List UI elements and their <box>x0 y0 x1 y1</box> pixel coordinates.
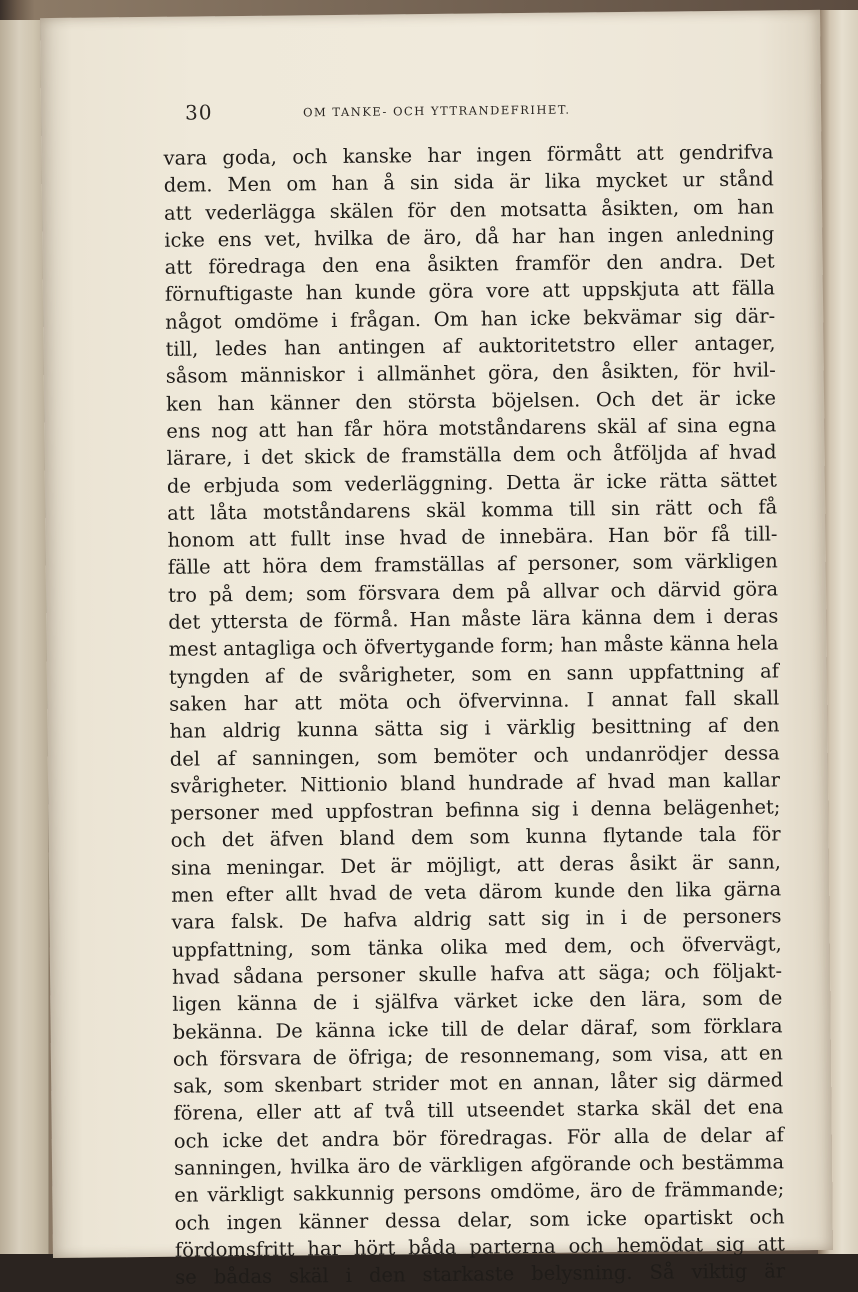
page-number: 30 <box>184 100 213 125</box>
text-line: och det äfven bland dem som kunna flytande tala för <box>170 822 781 853</box>
text-line: se bådas skäl i den starkaste belysning. Så viktig är <box>175 1259 786 1289</box>
text-line: bekänna. De känna icke till de delar däraf, som förklara <box>172 1013 783 1044</box>
text-line: mest antagliga och öfvertygande form; han måste känna hela <box>168 631 779 662</box>
text-line: personer med uppfostran befinna sig i denna belägenhet; <box>170 795 781 825</box>
page-header <box>185 92 785 128</box>
text-line: icke ens vet, hvilka de äro, då har han ingen anledning <box>164 222 775 252</box>
text-line: ens nog att han får höra motståndarens skäl af sina egna <box>166 413 777 443</box>
text-line: att föredraga den ena åsikten framför den andra. Det <box>164 249 775 279</box>
text-line: tro på dem; som försvara dem på allvar och därvid göra <box>167 577 779 607</box>
book-page <box>40 10 833 1289</box>
text-line: såsom människor i allmänhet göra, den åsikten, för hvil- <box>165 358 776 389</box>
text-line: vara falsk. De hafva aldrig satt sig in i de personers <box>171 904 782 935</box>
running-title: OM TANKE- OCH YTTRANDEFRIHET. <box>302 102 571 120</box>
body-text <box>163 138 785 1291</box>
text-line: något omdöme i frågan. Om han icke bekvämar sig där- <box>165 304 776 334</box>
text-line: till, ledes han antingen af auktoritetstro eller antager, <box>165 331 776 361</box>
text-line: det yttersta de förmå. Han måste lära känna dem i deras <box>168 604 779 634</box>
text-line: honom att fullt inse hvad de innebära. Han bör få till- <box>167 522 778 552</box>
text-line: förena, eller att af två till utseendet starka skäl det ena <box>173 1095 784 1126</box>
text-line: vara goda, och kanske har ingen förmått att gendrifva <box>163 140 774 170</box>
text-line: och icke det andra bör föredragas. För alla de delar af <box>173 1123 784 1153</box>
text-line: sina meningar. Det är möjligt, att deras åsikt är sann, <box>170 850 782 880</box>
text-line: dem. Men om han å sin sida är lika mycket ur stånd <box>163 167 774 198</box>
text-line: förnuftigaste han kunde göra vore att uppskjuta att fälla <box>164 276 776 307</box>
text-line: del af sanningen, som bemöter och undanrödjer dessa <box>169 740 780 771</box>
text-line: sanningen, hvilka äro de värkligen afgörande och bestämma <box>173 1150 785 1180</box>
text-line: han aldrig kunna sätta sig i värklig besittning af den <box>169 713 780 744</box>
text-line: att låta motståndarens skäl komma till sin rätt och få <box>167 495 778 525</box>
text-line: lärare, i det skick de framställa dem och åtföljda af hvad <box>166 440 777 471</box>
text-line: tyngden af de svårigheter, som en sann uppfattning af <box>168 659 780 689</box>
text-line: uppfattning, som tänka olika med dem, och öfvervägt, <box>171 931 782 962</box>
text-line: de erbjuda som vederläggning. Detta är icke rätta sättet <box>166 467 778 498</box>
text-line: att vederlägga skälen för den motsatta åsikten, om han <box>163 195 775 225</box>
text-line: och ingen känner dessa delar, som icke opartiskt och <box>174 1204 785 1235</box>
text-line: saken har att möta och öfvervinna. I annat fall skall <box>169 686 780 716</box>
text-line: sak, som skenbart strider mot en annan, låter sig därmed <box>173 1068 784 1098</box>
text-line: fördomsfritt har hört båda parterna och hemödat sig att <box>174 1232 786 1262</box>
text-line: fälle att höra dem framställas af personer, som värkligen <box>167 549 778 580</box>
text-line: en värkligt sakkunnig persons omdöme, äro de främmande; <box>174 1177 785 1208</box>
text-line: men efter allt hvad de veta därom kunde den lika gärna <box>171 877 782 907</box>
text-line: hvad sådana personer skulle hafva att säga; och följakt- <box>171 959 783 989</box>
text-line: ken han känner den största böjelsen. Och det är icke <box>165 386 777 416</box>
text-line: ligen känna de i själfva värket icke den lära, som de <box>172 986 783 1016</box>
text-line: svårigheter. Nittionio bland hundrade af hvad man kallar <box>169 768 781 798</box>
text-line: och försvara de öfriga; de resonnemang, som visa, att en <box>172 1041 784 1071</box>
